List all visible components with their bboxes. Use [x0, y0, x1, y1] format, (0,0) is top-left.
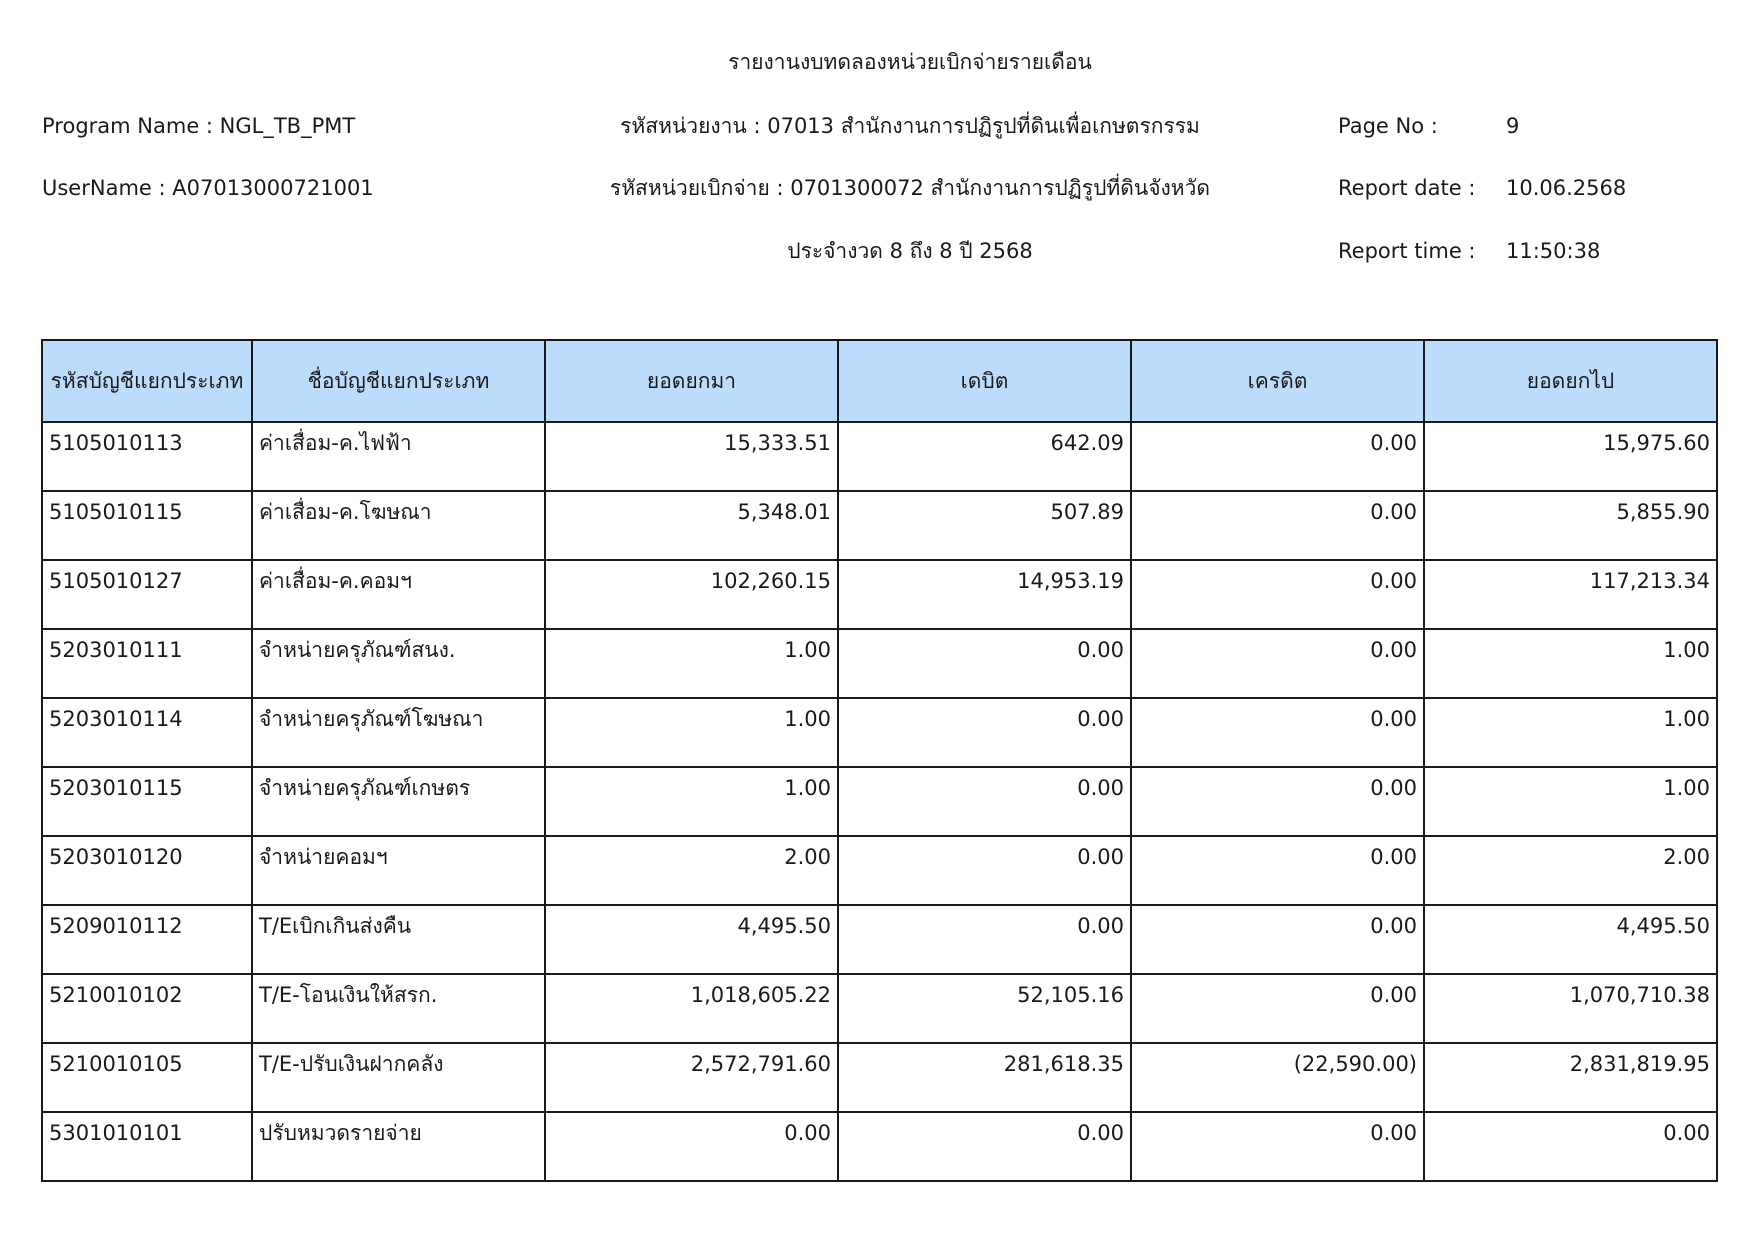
cell-opening-balance: 4,495.50 [545, 905, 838, 974]
table-row [42, 698, 1717, 767]
cell-credit: 0.00 [1131, 767, 1424, 836]
header-credit: เครดิต [1131, 340, 1424, 422]
cell-closing-balance: 2,831,819.95 [1424, 1043, 1717, 1112]
table-row [42, 629, 1717, 698]
table-header-row [42, 340, 1717, 422]
trial-balance-table [41, 339, 1718, 1182]
cell-closing-balance: 1.00 [1424, 629, 1717, 698]
table-row [42, 905, 1717, 974]
cell-account-code: 5301010101 [42, 1112, 252, 1181]
cell-account-name: จำหน่ายครุภัณฑ์สนง. [252, 629, 545, 698]
cell-account-name: ปรับหมวดรายจ่าย [252, 1112, 545, 1181]
header-account-name: ชื่อบัญชีแยกประเภท [252, 340, 545, 422]
program-name: Program Name : NGL_TB_PMT [42, 114, 356, 138]
cell-account-code: 5203010120 [42, 836, 252, 905]
cell-opening-balance: 1.00 [545, 698, 838, 767]
cell-closing-balance: 4,495.50 [1424, 905, 1717, 974]
table-row [42, 1112, 1717, 1181]
cell-account-name: จำหน่ายครุภัณฑ์เกษตร [252, 767, 545, 836]
cell-account-name: ค่าเสื่อม-ค.โฆษณา [252, 491, 545, 560]
cell-opening-balance: 1.00 [545, 767, 838, 836]
cell-credit: 0.00 [1131, 1112, 1424, 1181]
table-row [42, 422, 1717, 491]
cell-account-code: 5210010105 [42, 1043, 252, 1112]
cell-debit: 0.00 [838, 698, 1131, 767]
cell-closing-balance: 1.00 [1424, 698, 1717, 767]
cell-account-code: 5203010114 [42, 698, 252, 767]
table-row [42, 767, 1717, 836]
cell-credit: 0.00 [1131, 422, 1424, 491]
header-closing-balance: ยอดยกไป [1424, 340, 1717, 422]
cell-opening-balance: 5,348.01 [545, 491, 838, 560]
cell-closing-balance: 5,855.90 [1424, 491, 1717, 560]
cell-opening-balance: 0.00 [545, 1112, 838, 1181]
cell-opening-balance: 1.00 [545, 629, 838, 698]
cell-debit: 52,105.16 [838, 974, 1131, 1043]
table-row [42, 560, 1717, 629]
cell-debit: 642.09 [838, 422, 1131, 491]
cell-account-name: T/E-โอนเงินให้สรก. [252, 974, 545, 1043]
cell-account-name: ค่าเสื่อม-ค.คอมฯ [252, 560, 545, 629]
cell-credit: 0.00 [1131, 905, 1424, 974]
cell-credit: 0.00 [1131, 629, 1424, 698]
cell-credit: 0.00 [1131, 560, 1424, 629]
cell-closing-balance: 2.00 [1424, 836, 1717, 905]
cell-closing-balance: 15,975.60 [1424, 422, 1717, 491]
cell-closing-balance: 1,070,710.38 [1424, 974, 1717, 1043]
report-date-value: 10.06.2568 [1506, 176, 1627, 200]
page-no-label: Page No : [1338, 114, 1438, 138]
cell-account-name: ค่าเสื่อม-ค.ไฟฟ้า [252, 422, 545, 491]
cell-credit: 0.00 [1131, 698, 1424, 767]
cell-debit: 507.89 [838, 491, 1131, 560]
cell-closing-balance: 1.00 [1424, 767, 1717, 836]
report-date-label: Report date : [1338, 176, 1476, 200]
cell-opening-balance: 2,572,791.60 [545, 1043, 838, 1112]
cell-account-code: 5105010127 [42, 560, 252, 629]
cell-credit: 0.00 [1131, 974, 1424, 1043]
header-opening-balance: ยอดยกมา [545, 340, 838, 422]
table-row [42, 1043, 1717, 1112]
cell-debit: 0.00 [838, 767, 1131, 836]
report-time-value: 11:50:38 [1506, 239, 1601, 263]
header-debit: เดบิต [838, 340, 1131, 422]
cell-closing-balance: 0.00 [1424, 1112, 1717, 1181]
username: UserName : A07013000721001 [42, 176, 374, 200]
cell-credit: 0.00 [1131, 836, 1424, 905]
cell-debit: 0.00 [838, 1112, 1131, 1181]
header-account-code: รหัสบัญชีแยกประเภท [42, 340, 252, 422]
cell-account-name: T/E-ปรับเงินฝากคลัง [252, 1043, 545, 1112]
cell-account-name: จำหน่ายครุภัณฑ์โฆษณา [252, 698, 545, 767]
table-row [42, 974, 1717, 1043]
cell-account-code: 5105010115 [42, 491, 252, 560]
report-time-label: Report time : [1338, 239, 1476, 263]
cell-credit: (22,590.00) [1131, 1043, 1424, 1112]
cell-opening-balance: 1,018,605.22 [545, 974, 838, 1043]
agency-code: รหัสหน่วยงาน : 07013 สำนักงานการปฏิรูปที่ดินเพื่อเกษตรกรรม [620, 114, 1200, 138]
cell-account-code: 5210010102 [42, 974, 252, 1043]
cell-credit: 0.00 [1131, 491, 1424, 560]
cell-account-name: จำหน่ายคอมฯ [252, 836, 545, 905]
cell-account-code: 5203010115 [42, 767, 252, 836]
cell-debit: 0.00 [838, 836, 1131, 905]
page-no-value: 9 [1506, 114, 1520, 138]
cell-debit: 281,618.35 [838, 1043, 1131, 1112]
cell-account-name: T/Eเบิกเกินส่งคืน [252, 905, 545, 974]
cell-opening-balance: 15,333.51 [545, 422, 838, 491]
cell-debit: 14,953.19 [838, 560, 1131, 629]
cell-account-code: 5105010113 [42, 422, 252, 491]
table-row [42, 491, 1717, 560]
cell-debit: 0.00 [838, 629, 1131, 698]
cell-account-code: 5203010111 [42, 629, 252, 698]
cell-account-code: 5209010112 [42, 905, 252, 974]
table-row [42, 836, 1717, 905]
disbursing-unit-code: รหัสหน่วยเบิกจ่าย : 0701300072 สำนักงานการปฏิรูปที่ดินจังหวัด [609, 176, 1211, 200]
cell-opening-balance: 2.00 [545, 836, 838, 905]
cell-closing-balance: 117,213.34 [1424, 560, 1717, 629]
report-title: รายงานงบทดลองหน่วยเบิกจ่ายรายเดือน [728, 50, 1092, 74]
cell-debit: 0.00 [838, 905, 1131, 974]
report-period: ประจำงวด 8 ถึง 8 ปี 2568 [787, 239, 1033, 263]
cell-opening-balance: 102,260.15 [545, 560, 838, 629]
